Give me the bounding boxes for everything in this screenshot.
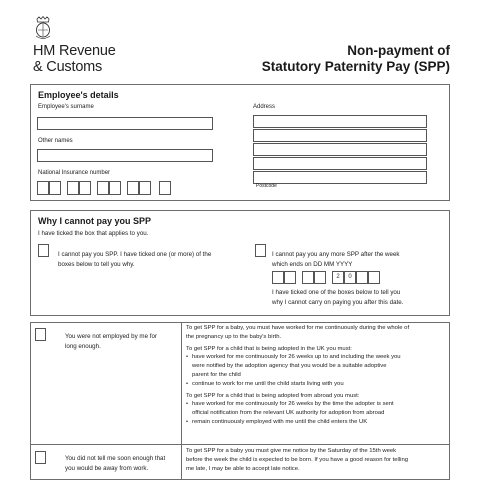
address-line-2[interactable]: [253, 129, 427, 142]
address-line-4[interactable]: [253, 157, 427, 170]
reason-late-notice-label: You did not tell me soon enough that you would be away from work.: [65, 455, 166, 472]
postcode-label: Postcode: [256, 183, 277, 189]
title-line-1: Non-payment of: [347, 43, 450, 58]
reason-checkbox-not-employed[interactable]: [35, 328, 46, 341]
reason-not-employed-details: To get SPP for a baby, you must have worked for me continuously during the whole of the pregnancy up to the baby's birth. To get SPP for a child that is being adopted in the UK you must: • have worked for me continuously for 26 weeks up to and including the week you were notified by the adoption agency that you would be a suitable adoptive parent for the child • continue to work for me until the child starts living with you To get SPP for a child that is being adopted from abroad you must: • have worked for me continuously for 26 weeks by the time the adopter is sent official notification from the relevant UK authority for adoption from abroad • remain continuously employed with me until the child enters the UK: [186, 324, 449, 427]
date-box-day[interactable]: [284, 271, 296, 284]
list-item: • have worked for me continuously for 26 weeks by the time the adopter is sent official notification from the relevant UK authority for adoption from abroad: [186, 400, 449, 418]
row-divider: [31, 444, 449, 445]
nino-box[interactable]: [67, 181, 79, 195]
reasons-table: [30, 322, 450, 480]
nino-box[interactable]: [37, 181, 49, 195]
employee-details-section: [30, 84, 450, 201]
reason-section: [30, 210, 450, 316]
date-box-year[interactable]: 2: [332, 271, 344, 284]
date-box-year[interactable]: 0: [344, 271, 356, 284]
date-box-day[interactable]: [272, 271, 284, 284]
list-item: • continue to work for me until the child starts living with you: [186, 380, 449, 389]
list-item: • remain continuously employed with me until the child enters the UK: [186, 418, 449, 427]
surname-field[interactable]: [37, 117, 213, 130]
list-item: • have worked for me continuously for 26 weeks up to and including the week you were notified by the adoption agency that you would be a suitable adoptive parent for the child: [186, 353, 449, 379]
date-box-year[interactable]: [356, 271, 368, 284]
document-title: [200, 43, 450, 75]
logo-line-2: & Customs: [33, 59, 103, 75]
postcode-field[interactable]: [253, 171, 427, 189]
royal-crest-icon: [33, 16, 53, 41]
logo-text: [33, 43, 153, 75]
reason-not-employed-label: You were not employed by me for long enough.: [65, 333, 157, 350]
reason-late-notice-details: To get SPP for a baby you must give me notice by the Saturday of the 15th week before the week the child is expected to be born. If you have a good reason for telling me late, I may be able to accept late notice.: [186, 448, 409, 472]
nino-box[interactable]: [159, 181, 171, 195]
reason-checkbox-late-notice[interactable]: [35, 451, 46, 464]
option1-text: I cannot pay you SPP. I have ticked one (or more) of the boxes below to tell you why.: [58, 251, 212, 268]
adoption-abroad-list: [186, 400, 449, 426]
address-line-3[interactable]: [253, 143, 427, 156]
other-names-label: Other names: [38, 138, 73, 144]
option2-checkbox[interactable]: [255, 244, 266, 257]
date-box-year[interactable]: [368, 271, 380, 284]
nino-label: National Insurance number: [38, 170, 111, 176]
adoption-uk-list: [186, 353, 449, 388]
title-line-2: Statutory Paternity Pay (SPP): [261, 59, 450, 74]
address-line-1[interactable]: [253, 115, 427, 128]
nino-box[interactable]: [139, 181, 151, 195]
section-title: Employee's details: [38, 90, 119, 100]
address-label: Address: [253, 104, 276, 110]
option2-note: I have ticked one of the boxes below to tell you why I cannot carry on paying you after this date.: [272, 289, 404, 306]
date-box-month[interactable]: [302, 271, 314, 284]
instruction-text: I have ticked the box that applies to you.: [38, 230, 149, 237]
surname-label: Employee's surname: [38, 104, 94, 110]
option2-text: I cannot pay you any more SPP after the week which ends on DD MM YYYY: [272, 251, 400, 268]
option1-checkbox[interactable]: [38, 244, 49, 257]
column-divider: [181, 323, 182, 479]
nino-box[interactable]: [109, 181, 121, 195]
nino-box[interactable]: [79, 181, 91, 195]
logo-line-1: HM Revenue: [33, 43, 116, 59]
date-box-month[interactable]: [314, 271, 326, 284]
other-names-field[interactable]: [37, 149, 213, 162]
nino-box[interactable]: [49, 181, 61, 195]
nino-box[interactable]: [97, 181, 109, 195]
section-title: Why I cannot pay you SPP: [38, 216, 152, 226]
nino-box[interactable]: [127, 181, 139, 195]
